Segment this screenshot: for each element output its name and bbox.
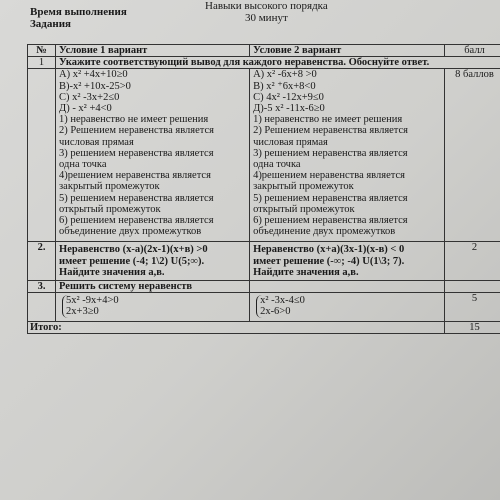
v1-option: одна точка	[59, 159, 107, 171]
v1-option: числовая прямая	[59, 136, 134, 148]
task-2-score: 2	[445, 242, 500, 281]
v2-option: 6) решением неравенства является	[253, 215, 408, 227]
col-variant-2: Условие 2 вариант	[250, 45, 445, 57]
empty-cell	[250, 281, 445, 293]
task-3-variant-1	[56, 293, 250, 321]
system-line: 5x² -9x+4>0	[66, 295, 119, 307]
v2-option: объединение двух промежутков	[253, 226, 396, 238]
time-label: Время выполнения	[30, 6, 127, 18]
task-1-variant-1	[56, 69, 250, 242]
header-row	[28, 45, 500, 57]
v2-line: Неравенство (x+a)(3x-1)(x-в) < 0	[253, 244, 405, 256]
v1-option: закрытый промежуток	[59, 181, 160, 193]
empty-cell	[445, 281, 500, 293]
task-table	[27, 44, 500, 334]
system-brace	[256, 295, 305, 317]
task-number-2: 2.	[28, 242, 56, 281]
task-2-variant-2	[250, 242, 445, 281]
v1-option: 4)решением неравенства является	[59, 170, 211, 182]
col-score: балл	[445, 45, 500, 57]
v1-line: Найдите значения а,в.	[59, 266, 165, 278]
tasks-label: Задания	[30, 18, 71, 30]
col-number: №	[28, 45, 56, 57]
v2-option: 5) решением неравенства является	[253, 192, 408, 204]
empty-cell	[28, 293, 56, 321]
task-number-3: 3.	[28, 281, 56, 293]
v2-inequality-b: В) x² ⁺6x+8<0	[253, 80, 316, 92]
col-variant-1: Условие 1 вариант	[56, 45, 250, 57]
system-line: 2x+3≥0	[66, 306, 99, 318]
task-1-variant-2	[250, 69, 445, 242]
v1-inequality-c: С) x² -3x+2≤0	[59, 91, 120, 103]
task-3-variant-2	[250, 293, 445, 321]
v2-option: одна точка	[253, 159, 301, 171]
v1-inequality-b: В)-x² +10x-25>0	[59, 80, 131, 92]
task-1-instruction: Укажите соответствующий вывод для каждого неравенства. Обоснуйте ответ.	[56, 57, 500, 69]
total-score: 15	[445, 321, 500, 333]
v1-option: 3) решением неравенства является	[59, 147, 214, 159]
task-row-1	[28, 69, 500, 242]
total-row	[28, 321, 500, 333]
v1-line: имеет решение (-4; 1\2) U(5;∞).	[59, 255, 205, 267]
v1-option: 5) решением неравенства является	[59, 192, 214, 204]
total-label: Итого:	[28, 321, 445, 333]
header-left	[30, 6, 127, 30]
task-row-3	[28, 293, 500, 321]
header-center	[205, 0, 328, 24]
instruction-row-1	[28, 57, 500, 69]
v2-inequality-a: А) x² -6x+8 >0	[253, 69, 317, 81]
task-row-2	[28, 242, 500, 281]
task-number-1: 1	[28, 57, 56, 69]
v2-option: 4)решением неравенства является	[253, 170, 405, 182]
v2-option: 2) Решением неравенства является	[253, 125, 409, 137]
system-brace	[62, 295, 119, 317]
score-value: 8 баллов	[455, 69, 494, 81]
task-3-instruction: Решить систему неравенств	[56, 281, 250, 293]
system-line: x² -3x-4≤0	[260, 295, 305, 307]
v1-line: Неравенство (x-a)(2x-1)(x+в) >0	[59, 244, 208, 256]
task-2-variant-1	[56, 242, 250, 281]
v1-option: 1) неравенство не имеет решения	[59, 114, 209, 126]
v2-option: числовая прямая	[253, 136, 328, 148]
v1-option: 2) Решением неравенства является	[59, 125, 214, 137]
v1-inequality-a: А) x² +4x+10≥0	[59, 69, 128, 81]
v2-inequality-c: С) 4x² -12x+9≤0	[253, 91, 324, 103]
task-1-score	[445, 69, 500, 242]
v2-line: имеет решение (-∞; -4) U(1\3; 7).	[253, 255, 405, 267]
v2-option: 1) неравенство не имеет решения	[253, 114, 403, 126]
system-line: 2x-6>0	[260, 306, 291, 318]
duration: 30 минут	[244, 12, 288, 24]
instruction-row-3	[28, 281, 500, 293]
v1-option: 6) решением неравенства является	[59, 215, 214, 227]
v1-option: открытый промежуток	[59, 203, 161, 215]
v2-option: 3) решением неравенства является	[253, 147, 408, 159]
v2-option: закрытый промежуток	[253, 181, 354, 193]
v2-inequality-d: Д)-5 x² -11x-6≥0	[253, 103, 325, 115]
task-1-number-cell	[28, 69, 56, 242]
subtitle: Навыки высокого порядка	[205, 0, 328, 12]
v1-option: объединение двух промежутков	[59, 226, 202, 238]
v1-inequality-d: Д) - x² +4<0	[59, 103, 112, 115]
v2-line: Найдите значения а,в.	[253, 266, 359, 278]
v2-option: открытый промежуток	[253, 203, 355, 215]
task-3-score: 5	[445, 293, 500, 321]
